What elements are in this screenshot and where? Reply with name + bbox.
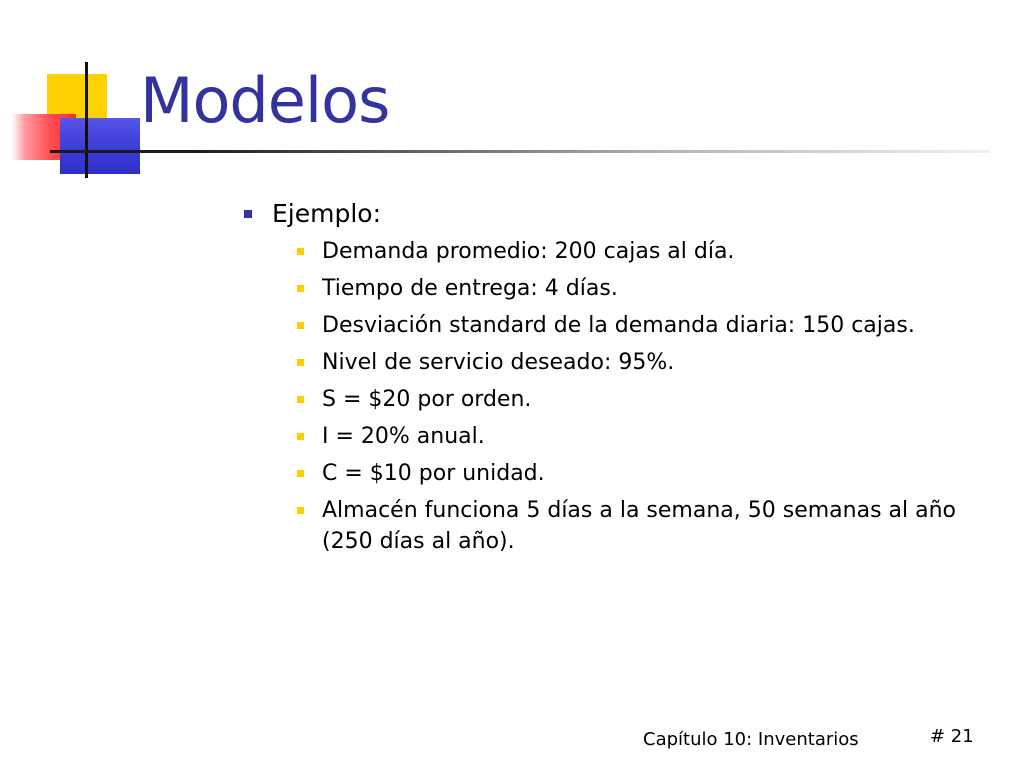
list-item-text: I = 20% anual. bbox=[322, 424, 485, 449]
logo-vertical-line bbox=[85, 62, 88, 178]
example-list bbox=[244, 236, 1004, 557]
list-item bbox=[244, 236, 1002, 267]
list-item bbox=[244, 458, 1002, 489]
square-bullet-icon bbox=[297, 470, 304, 477]
footer-chapter: Capítulo 10: Inventarios bbox=[643, 729, 859, 750]
list-item bbox=[244, 347, 1002, 378]
heading-text: Ejemplo: bbox=[272, 199, 382, 228]
square-bullet-icon bbox=[297, 285, 304, 292]
logo-horizontal-line bbox=[50, 150, 195, 153]
list-item bbox=[244, 421, 1002, 452]
square-bullet-icon bbox=[244, 210, 252, 218]
list-item-text: Demanda promedio: 200 cajas al día. bbox=[322, 239, 735, 264]
list-item bbox=[244, 273, 1002, 304]
list-item bbox=[244, 495, 1002, 557]
square-bullet-icon bbox=[297, 359, 304, 366]
square-bullet-icon bbox=[297, 322, 304, 329]
list-item-text: Almacén funciona 5 días a la semana, 50 semanas al año (250 días al año). bbox=[322, 498, 956, 554]
square-bullet-icon bbox=[297, 507, 304, 514]
list-item-text: S = $20 por orden. bbox=[322, 387, 532, 412]
list-item-text: Desviación standard de la demanda diaria: 150 cajas. bbox=[322, 313, 915, 338]
slide-title: Modelos bbox=[140, 64, 390, 137]
square-bullet-icon bbox=[297, 248, 304, 255]
list-item-text: Nivel de servicio deseado: 95%. bbox=[322, 350, 675, 375]
slide-content bbox=[244, 196, 1004, 563]
list-item bbox=[244, 310, 1002, 341]
list-item-text: C = $10 por unidad. bbox=[322, 461, 545, 486]
title-divider bbox=[190, 150, 990, 153]
list-item-text: Tiempo de entrega: 4 días. bbox=[322, 276, 618, 301]
page-number: # 21 bbox=[930, 726, 974, 747]
logo-blue-square bbox=[60, 118, 140, 174]
square-bullet-icon bbox=[297, 396, 304, 403]
square-bullet-icon bbox=[297, 433, 304, 440]
bullet-heading bbox=[244, 196, 1004, 232]
list-item bbox=[244, 384, 1002, 415]
